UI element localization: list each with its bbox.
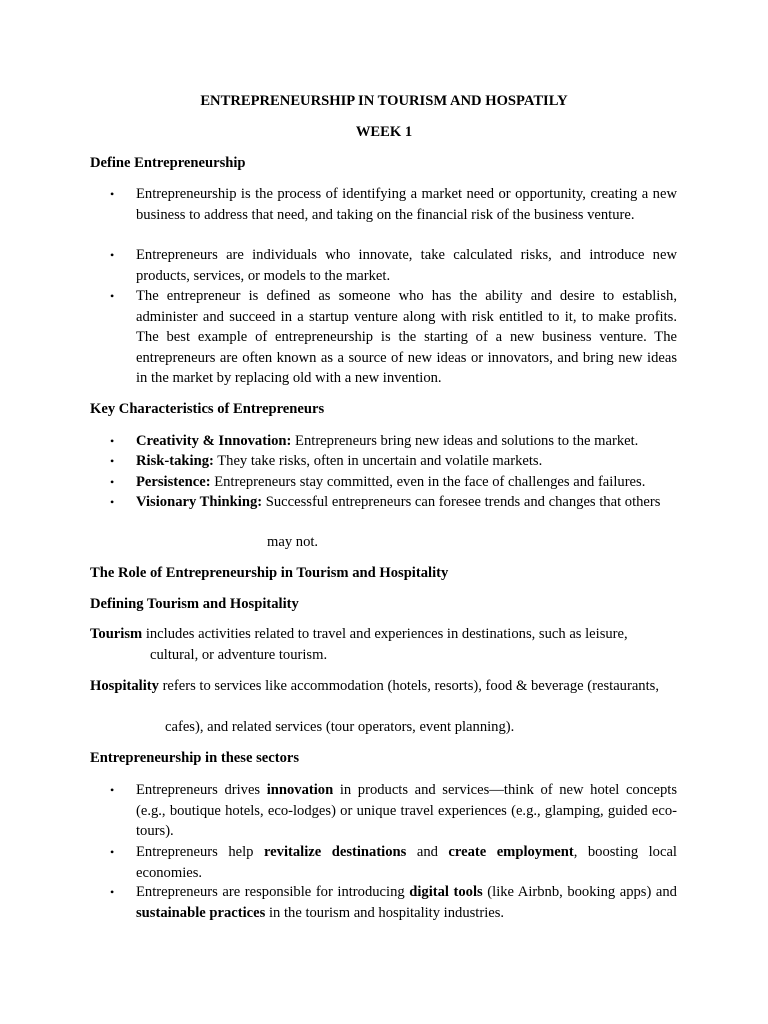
- sectors-heading: Entrepreneurship in these sectors: [90, 750, 300, 766]
- hospitality-paragraph-line2: cafes), and related services (tour operators, event planning).: [165, 719, 515, 735]
- characteristic-item-creativity: [136, 431, 638, 452]
- role-heading: The Role of Entrepreneurship in Tourism and Hospitality: [90, 565, 449, 581]
- bullet-icon: •: [110, 434, 115, 448]
- sectors-text: in products and services—think of new hotel concepts (e.g., boutique hotels, eco-lodges) or unique travel experiences (e.g., glamping, guided eco-tours).: [136, 782, 678, 839]
- bullet-icon: •: [110, 187, 115, 201]
- sectors-emphasis: create employment: [448, 844, 574, 860]
- document-title: ENTREPRENEURSHIP IN TOURISM AND HOSPATILY: [200, 93, 568, 109]
- characteristic-continuation: may not.: [267, 534, 319, 550]
- define-heading: Define Entrepreneurship: [90, 155, 246, 171]
- define-item-1: Entrepreneurship is the process of identifying a market need or opportunity, creating a new business to address that need, and taking on the financial risk of the business venture.: [136, 186, 677, 223]
- tourism-paragraph-line2: cultural, or adventure tourism.: [150, 647, 328, 663]
- hospitality-term: Hospitality: [90, 678, 159, 694]
- sectors-text: Entrepreneurs are responsible for introducing: [136, 884, 410, 900]
- sectors-emphasis: sustainable practices: [136, 904, 266, 921]
- sectors-text: (like Airbnb, booking apps) and: [482, 884, 677, 900]
- sectors-text: Entrepreneurs help: [136, 844, 264, 860]
- characteristic-text: They take risks, often in uncertain and volatile markets.: [213, 453, 543, 469]
- bullet-icon: •: [110, 475, 115, 489]
- characteristic-term: Risk-taking:: [136, 453, 214, 469]
- bullet-icon: •: [110, 289, 115, 303]
- sectors-item-innovation: [136, 780, 677, 842]
- bullet-icon: •: [110, 248, 115, 262]
- hospitality-text: refers to services like accommodation (hotels, resorts), food & beverage (restaurants,: [158, 678, 659, 694]
- bullet-icon: •: [110, 845, 115, 859]
- bullet-icon: •: [110, 454, 115, 468]
- defining-heading: Defining Tourism and Hospitality: [90, 596, 299, 612]
- tourism-text: includes activities related to travel and experiences in destinations, such as leisure,: [142, 626, 628, 642]
- characteristic-term: Visionary Thinking:: [136, 494, 263, 510]
- bullet-icon: •: [110, 885, 115, 899]
- sectors-text: , boosting local economies.: [136, 844, 677, 881]
- sectors-text: and: [406, 844, 449, 860]
- characteristics-heading: Key Characteristics of Entrepreneurs: [90, 401, 325, 417]
- sectors-text: Entrepreneurs drives: [136, 782, 267, 798]
- sectors-item-revitalize: [136, 842, 677, 883]
- sectors-emphasis: digital tools: [409, 884, 483, 900]
- define-item-2: Entrepreneurs are individuals who innovate, take calculated risks, and introduce new products, services, or models to the market.: [136, 247, 677, 284]
- bullet-icon: •: [110, 783, 115, 797]
- bullet-icon: •: [110, 495, 115, 509]
- characteristic-text: Entrepreneurs stay committed, even in the face of challenges and failures.: [210, 474, 646, 490]
- week-label: WEEK 1: [355, 124, 413, 140]
- tourism-paragraph-line1: [90, 626, 670, 643]
- characteristic-item-persistence: [136, 472, 645, 493]
- characteristic-term: Creativity & Innovation:: [136, 433, 292, 449]
- sectors-text: in the tourism and hospitality industries.: [265, 904, 505, 921]
- hospitality-paragraph-line1: [90, 678, 659, 695]
- characteristic-text: Successful entrepreneurs can foresee trends and changes that others: [262, 494, 661, 510]
- sectors-item-digital: [136, 882, 677, 923]
- sectors-emphasis: innovation: [266, 782, 334, 798]
- tourism-term: Tourism: [90, 626, 143, 642]
- define-item-3: The entrepreneur is defined as someone who has the ability and desire to establish, administer and succeed in a startup venture along with risk entitled to it, to make profits. The best example of entrepreneurship is the starting of a new business venture. The entrepreneurs are often known as a source of new ideas or innovators, and bring new ideas in the market by replacing old with a new invention.: [136, 288, 677, 386]
- sectors-emphasis: revitalize destinations: [263, 844, 407, 860]
- characteristic-text: Entrepreneurs bring new ideas and solutions to the market.: [291, 433, 639, 449]
- characteristic-item-visionary: [136, 492, 660, 513]
- characteristic-item-risk: [136, 451, 542, 472]
- characteristic-term: Persistence:: [136, 474, 211, 490]
